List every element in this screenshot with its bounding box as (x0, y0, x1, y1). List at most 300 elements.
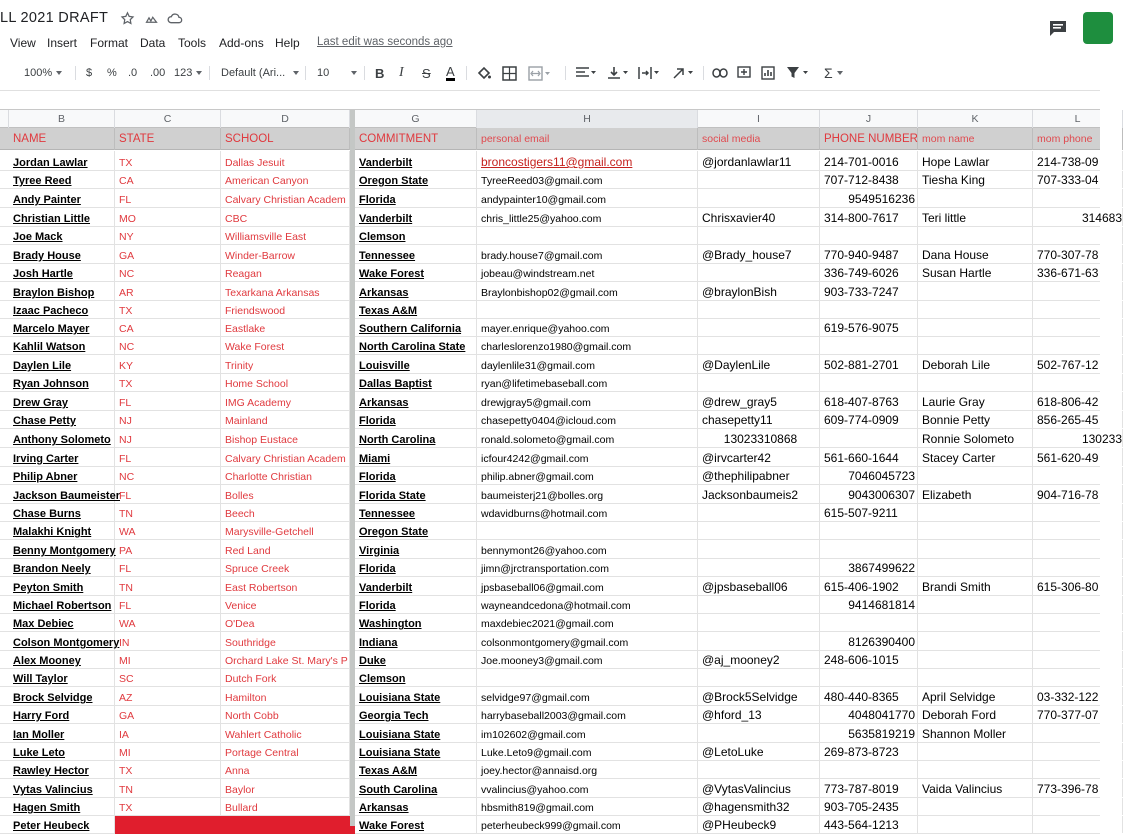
cell-player-name[interactable]: Will Taylor (9, 669, 115, 686)
cell-personal-email[interactable]: Luke.Leto9@gmail.com (477, 743, 698, 760)
cell-commitment[interactable]: Louisville (355, 355, 477, 373)
cell-mom-phone[interactable] (1033, 651, 1123, 668)
cell-mom-phone[interactable]: 618-806-42 (1033, 392, 1123, 410)
cell-phone-number[interactable]: 707-712-8438 (820, 171, 918, 188)
cell-commitment[interactable]: Florida (355, 559, 477, 576)
currency-format-button[interactable]: $ (86, 67, 93, 79)
cell-school[interactable]: CBC (221, 208, 350, 226)
menu-view[interactable]: View (10, 36, 36, 50)
cell-phone-number[interactable] (820, 522, 918, 539)
cell-state[interactable]: WA (115, 522, 221, 539)
star-icon[interactable] (118, 9, 136, 27)
header-commitment[interactable]: COMMITMENT (355, 128, 477, 150)
cell-commitment[interactable]: Vanderbilt (355, 577, 477, 595)
cell-player-name[interactable]: Luke Leto (9, 743, 115, 760)
cell-mom-phone[interactable] (1033, 614, 1123, 631)
cell-phone-number[interactable]: 903-733-7247 (820, 282, 918, 300)
cell-player-name[interactable]: Philip Abner (9, 467, 115, 484)
cell-state[interactable]: NJ (115, 429, 221, 447)
cell-social-media[interactable] (698, 264, 820, 281)
cell-player-name[interactable]: Chase Burns (9, 504, 115, 521)
cell-commitment[interactable]: Texas A&M (355, 761, 477, 778)
cell-player-name[interactable]: Ryan Johnson (9, 374, 115, 391)
menu-insert[interactable]: Insert (47, 36, 78, 50)
cell-school[interactable]: Baylor (221, 779, 350, 797)
cell-school[interactable]: Marysville-Getchell (221, 522, 350, 539)
cell-social-media[interactable] (698, 614, 820, 631)
insert-comment-icon[interactable] (737, 65, 751, 81)
cell-personal-email[interactable] (477, 227, 698, 244)
cell-school[interactable]: IMG Academy (221, 392, 350, 410)
cell-state[interactable]: MI (115, 651, 221, 668)
cell-player-name[interactable]: Harry Ford (9, 706, 115, 723)
cell-school[interactable]: Venice (221, 596, 350, 613)
cell-social-media[interactable] (698, 227, 820, 244)
cell-mom-name[interactable]: Elizabeth (918, 485, 1033, 503)
cell-commitment[interactable]: Florida (355, 467, 477, 484)
fill-color-icon[interactable] (476, 65, 492, 81)
cell-commitment[interactable]: Oregon State (355, 522, 477, 539)
cell-player-name[interactable]: Ian Moller (9, 724, 115, 742)
cell-commitment[interactable]: Louisiana State (355, 687, 477, 705)
cell-mom-name[interactable] (918, 374, 1033, 391)
cell-phone-number[interactable] (820, 761, 918, 778)
cell-social-media[interactable] (698, 596, 820, 613)
cell-mom-name[interactable]: Brandi Smith (918, 577, 1033, 595)
cell-commitment[interactable]: Louisiana State (355, 743, 477, 760)
cell-phone-number[interactable]: 619-576-9075 (820, 319, 918, 336)
cell-commitment[interactable]: Florida State (355, 485, 477, 503)
cell-school[interactable]: Trinity (221, 355, 350, 373)
cell-state[interactable]: TX (115, 301, 221, 318)
cell-state[interactable]: AR (115, 282, 221, 300)
cell-personal-email[interactable]: broncostigers11@gmail.com (477, 151, 698, 170)
cell-school[interactable]: Friendswood (221, 301, 350, 318)
cell-commitment[interactable]: Dallas Baptist (355, 374, 477, 391)
cell-mom-name[interactable] (918, 743, 1033, 760)
cell-personal-email[interactable]: mayer.enrique@yahoo.com (477, 319, 698, 336)
cell-personal-email[interactable]: chasepetty0404@icloud.com (477, 411, 698, 428)
cell-personal-email[interactable]: ryan@lifetimebaseball.com (477, 374, 698, 391)
cell-personal-email[interactable]: wayneandcedona@hotmail.com (477, 596, 698, 613)
menu-tools[interactable]: Tools (178, 36, 207, 50)
cell-phone-number[interactable] (820, 429, 918, 447)
cell-state[interactable]: FL (115, 485, 221, 503)
menu-data[interactable]: Data (140, 36, 166, 50)
cell-player-name[interactable]: Benny Montgomery (9, 540, 115, 558)
cell-mom-name[interactable] (918, 319, 1033, 336)
cell-personal-email[interactable]: baumeisterj21@bolles.org (477, 485, 698, 503)
increase-decimal-button[interactable]: .00 (150, 67, 166, 79)
italic-button[interactable]: I (399, 65, 404, 80)
cell-school[interactable]: Reagan (221, 264, 350, 281)
header-state[interactable]: STATE (115, 128, 221, 150)
cell-state[interactable]: CA (115, 319, 221, 336)
cell-social-media[interactable] (698, 724, 820, 742)
cell-player-name[interactable]: Marcelo Mayer (9, 319, 115, 336)
document-title[interactable]: LL 2021 DRAFT (0, 10, 109, 26)
cell-personal-email[interactable]: hbsmith819@gmail.com (477, 798, 698, 815)
cell-personal-email[interactable]: chris_little25@yahoo.com (477, 208, 698, 226)
cell-personal-email[interactable]: colsonmontgomery@gmail.com (477, 632, 698, 650)
cell-player-name[interactable]: Brandon Neely (9, 559, 115, 576)
cell-personal-email[interactable]: ronald.solometo@gmail.com (477, 429, 698, 447)
cell-state[interactable]: NC (115, 337, 221, 354)
cell-commitment[interactable]: Wake Forest (355, 264, 477, 281)
cell-personal-email[interactable] (477, 522, 698, 539)
cell-social-media[interactable]: @aj_mooney2 (698, 651, 820, 668)
cell-personal-email[interactable]: philip.abner@gmail.com (477, 467, 698, 484)
text-rotation-icon[interactable] (672, 65, 694, 81)
cell-school[interactable]: Beech (221, 504, 350, 521)
cell-personal-email[interactable]: vvalincius@yahoo.com (477, 779, 698, 797)
cell-player-name[interactable]: Brady House (9, 245, 115, 263)
cell-social-media[interactable] (698, 504, 820, 521)
cell-social-media[interactable] (698, 171, 820, 188)
more-formats-select[interactable] (174, 65, 202, 81)
cell-social-media[interactable] (698, 540, 820, 558)
column-header-g[interactable]: G (355, 110, 477, 128)
cell-mom-phone[interactable] (1033, 596, 1123, 613)
cell-personal-email[interactable]: bennymont26@yahoo.com (477, 540, 698, 558)
cell-school[interactable]: North Cobb (221, 706, 350, 723)
cell-player-name[interactable]: Josh Hartle (9, 264, 115, 281)
header-name[interactable]: NAME (9, 128, 115, 150)
cell-state[interactable]: SC (115, 669, 221, 686)
cell-commitment[interactable]: Duke (355, 651, 477, 668)
cell-commitment[interactable]: Indiana (355, 632, 477, 650)
cell-state[interactable]: TN (115, 504, 221, 521)
cell-state[interactable]: PA (115, 540, 221, 558)
column-header-c[interactable]: C (115, 110, 221, 128)
column-header-l[interactable]: L (1033, 110, 1123, 128)
column-header-d[interactable]: D (221, 110, 350, 128)
cell-player-name[interactable]: Kahlil Watson (9, 337, 115, 354)
cell-player-name[interactable]: Jackson Baumeister (9, 485, 115, 503)
cell-phone-number[interactable]: 609-774-0909 (820, 411, 918, 428)
cell-social-media[interactable]: Chrisxavier40 (698, 208, 820, 226)
cell-phone-number[interactable]: 9043006307 (820, 485, 918, 503)
cell-personal-email[interactable]: harrybaseball2003@gmail.com (477, 706, 698, 723)
cell-state[interactable]: TX (115, 761, 221, 778)
cell-personal-email[interactable]: maxdebiec2021@gmail.com (477, 614, 698, 631)
cell-phone-number[interactable]: 903-705-2435 (820, 798, 918, 815)
cell-social-media[interactable] (698, 374, 820, 391)
cell-player-name[interactable]: Drew Gray (9, 392, 115, 410)
cell-player-name[interactable]: Peyton Smith (9, 577, 115, 595)
cell-mom-phone[interactable] (1033, 319, 1123, 336)
cell-player-name[interactable]: Braylon Bishop (9, 282, 115, 300)
cell-school[interactable]: Wahlert Catholic (221, 724, 350, 742)
cell-phone-number[interactable]: 336-749-6026 (820, 264, 918, 281)
font-size-select[interactable] (317, 65, 357, 81)
cell-personal-email[interactable]: andypainter10@gmail.com (477, 189, 698, 207)
cell-state[interactable]: IN (115, 632, 221, 650)
menu-help[interactable]: Help (275, 36, 300, 50)
cell-commitment[interactable]: Virginia (355, 540, 477, 558)
zoom-select[interactable] (24, 65, 62, 81)
cell-school[interactable]: O'Dea (221, 614, 350, 631)
cell-school[interactable]: Spruce Creek (221, 559, 350, 576)
cell-social-media[interactable]: @jordanlawlar11 (698, 151, 820, 170)
cell-mom-phone[interactable] (1033, 504, 1123, 521)
cell-social-media[interactable]: @braylonBish (698, 282, 820, 300)
cell-personal-email[interactable]: wdavidburns@hotmail.com (477, 504, 698, 521)
cell-mom-phone[interactable] (1033, 467, 1123, 484)
cell-social-media[interactable]: @LetoLuke (698, 743, 820, 760)
cell-school[interactable]: Wake Forest (221, 337, 350, 354)
cell-mom-phone[interactable]: 770-307-78 (1033, 245, 1123, 263)
cell-mom-phone[interactable] (1033, 743, 1123, 760)
cell-social-media[interactable] (698, 189, 820, 207)
cell-social-media[interactable]: @PHeubeck9 (698, 816, 820, 833)
cell-player-name[interactable]: Malakhi Knight (9, 522, 115, 539)
cell-social-media[interactable]: @thephilipabner (698, 467, 820, 484)
cell-commitment[interactable]: Clemson (355, 227, 477, 244)
cell-state[interactable]: FL (115, 596, 221, 613)
cell-player-name[interactable]: Izaac Pacheco (9, 301, 115, 318)
cell-mom-name[interactable] (918, 651, 1033, 668)
cell-state[interactable]: KY (115, 355, 221, 373)
cell-phone-number[interactable]: 502-881-2701 (820, 355, 918, 373)
cell-phone-number[interactable]: 269-873-8723 (820, 743, 918, 760)
cell-school[interactable]: Calvary Christian Academ (221, 448, 350, 466)
last-edit-link[interactable]: Last edit was seconds ago (317, 36, 453, 48)
cell-commitment[interactable]: Miami (355, 448, 477, 466)
cell-commitment[interactable]: Tennessee (355, 245, 477, 263)
cell-social-media[interactable] (698, 669, 820, 686)
cell-player-name[interactable]: Colson Montgomery (9, 632, 115, 650)
cell-mom-phone[interactable] (1033, 227, 1123, 244)
font-family-select[interactable] (221, 65, 299, 81)
cell-school[interactable]: Bullard (221, 798, 350, 815)
merge-cells-icon[interactable] (528, 65, 550, 81)
cell-school[interactable]: Calvary Christian Academ (221, 189, 350, 207)
cell-school[interactable]: East Robertson (221, 577, 350, 595)
cell-mom-phone[interactable] (1033, 724, 1123, 742)
cell-phone-number[interactable]: 561-660-1644 (820, 448, 918, 466)
cell-personal-email[interactable]: Joe.mooney3@gmail.com (477, 651, 698, 668)
cell-personal-email[interactable] (477, 301, 698, 318)
cell-mom-phone[interactable]: 856-265-45 (1033, 411, 1123, 428)
cell-social-media[interactable]: @VytasValincius (698, 779, 820, 797)
cell-mom-name[interactable] (918, 614, 1033, 631)
cell-personal-email[interactable]: charleslorenzo1980@gmail.com (477, 337, 698, 354)
cell-commitment[interactable]: Louisiana State (355, 724, 477, 742)
cell-player-name[interactable]: Vytas Valincius (9, 779, 115, 797)
cell-personal-email[interactable]: selvidge97@gmail.com (477, 687, 698, 705)
cell-social-media[interactable]: @Brady_house7 (698, 245, 820, 263)
cell-mom-phone[interactable]: 770-377-07 (1033, 706, 1123, 723)
cell-state[interactable]: MI (115, 743, 221, 760)
cell-social-media[interactable] (698, 301, 820, 318)
cell-state[interactable]: NC (115, 467, 221, 484)
cell-school[interactable]: Eastlake (221, 319, 350, 336)
cell-mom-name[interactable] (918, 669, 1033, 686)
cell-mom-phone[interactable]: 336-671-63 (1033, 264, 1123, 281)
cell-player-name[interactable]: Max Debiec (9, 614, 115, 631)
cell-player-name[interactable]: Chase Petty (9, 411, 115, 428)
cell-social-media[interactable] (698, 522, 820, 539)
header-phone-number[interactable]: PHONE NUMBER (820, 128, 918, 150)
cell-mom-name[interactable] (918, 632, 1033, 650)
header-school[interactable]: SCHOOL (221, 128, 350, 150)
cell-mom-phone[interactable] (1033, 301, 1123, 318)
cell-mom-phone[interactable] (1033, 761, 1123, 778)
cell-personal-email[interactable] (477, 669, 698, 686)
cell-mom-phone[interactable]: 707-333-04 (1033, 171, 1123, 188)
column-header-b[interactable]: B (9, 110, 115, 128)
cell-player-name[interactable]: Andy Painter (9, 189, 115, 207)
strikethrough-button[interactable]: S (422, 65, 431, 81)
cell-social-media[interactable]: @hagensmith32 (698, 798, 820, 815)
cell-phone-number[interactable] (820, 669, 918, 686)
cell-mom-phone[interactable] (1033, 632, 1123, 650)
column-header-i[interactable]: I (698, 110, 820, 128)
frozen-columns-divider[interactable] (350, 110, 355, 826)
cell-mom-name[interactable] (918, 227, 1033, 244)
cell-mom-name[interactable] (918, 540, 1033, 558)
cell-phone-number[interactable]: 615-406-1902 (820, 577, 918, 595)
menu-format[interactable]: Format (90, 36, 129, 50)
cell-social-media[interactable] (698, 559, 820, 576)
cell-phone-number[interactable]: 3867499622 (820, 559, 918, 576)
cell-mom-phone[interactable] (1033, 798, 1123, 815)
cell-state[interactable]: FL (115, 559, 221, 576)
cell-school[interactable]: Dallas Jesuit (221, 151, 350, 170)
cell-player-name[interactable]: Rawley Hector (9, 761, 115, 778)
cell-mom-name[interactable] (918, 189, 1033, 207)
cell-mom-name[interactable] (918, 816, 1033, 833)
cell-school[interactable]: Dutch Fork (221, 669, 350, 686)
header-mom-phone[interactable]: mom phone (1033, 128, 1123, 150)
cell-mom-phone[interactable]: 314683 (1033, 208, 1123, 226)
cell-player-name[interactable]: Daylen Lile (9, 355, 115, 373)
cell-mom-name[interactable] (918, 798, 1033, 815)
cell-phone-number[interactable]: 5635819219 (820, 724, 918, 742)
cell-school[interactable]: Red Land (221, 540, 350, 558)
cell-state[interactable]: FL (115, 392, 221, 410)
cell-player-name[interactable]: Brock Selvidge (9, 687, 115, 705)
cell-commitment[interactable]: Tennessee (355, 504, 477, 521)
cell-school[interactable]: Bishop Eustace (221, 429, 350, 447)
cell-mom-name[interactable]: Hope Lawlar (918, 151, 1033, 170)
cell-state[interactable]: TN (115, 577, 221, 595)
cell-player-name[interactable]: Christian Little (9, 208, 115, 226)
header-mom-name[interactable]: mom name (918, 128, 1033, 150)
cell-phone-number[interactable]: 443-564-1213 (820, 816, 918, 833)
cell-mom-name[interactable]: Dana House (918, 245, 1033, 263)
cell-commitment[interactable]: South Carolina (355, 779, 477, 797)
cell-personal-email[interactable]: TyreeReed03@gmail.com (477, 171, 698, 188)
move-folder-icon[interactable] (142, 9, 160, 27)
cell-mom-name[interactable] (918, 282, 1033, 300)
cell-mom-phone[interactable]: 773-396-78 (1033, 779, 1123, 797)
cell-mom-name[interactable]: April Selvidge (918, 687, 1033, 705)
text-wrap-icon[interactable] (638, 65, 660, 81)
cell-phone-number[interactable]: 314-800-7617 (820, 208, 918, 226)
cell-school[interactable]: Orchard Lake St. Mary's P (221, 651, 350, 668)
cell-mom-name[interactable]: Susan Hartle (918, 264, 1033, 281)
cell-school[interactable]: Charlotte Christian (221, 467, 350, 484)
cell-state[interactable]: AZ (115, 687, 221, 705)
cell-social-media[interactable]: @jpsbaseball06 (698, 577, 820, 595)
borders-icon[interactable] (502, 65, 517, 81)
cell-commitment[interactable]: North Carolina (355, 429, 477, 447)
cell-phone-number[interactable] (820, 540, 918, 558)
cell-state[interactable]: MO (115, 208, 221, 226)
cell-mom-name[interactable] (918, 301, 1033, 318)
cell-personal-email[interactable]: jobeau@windstream.net (477, 264, 698, 281)
cell-state[interactable]: NJ (115, 411, 221, 428)
cell-social-media[interactable] (698, 319, 820, 336)
cell-phone-number[interactable] (820, 301, 918, 318)
cell-mom-name[interactable] (918, 522, 1033, 539)
cell-state[interactable]: IA (115, 724, 221, 742)
cell-school[interactable]: Williamsville East (221, 227, 350, 244)
cell-mom-name[interactable] (918, 504, 1033, 521)
header-social-media[interactable]: social media (698, 128, 820, 150)
cell-social-media[interactable] (698, 761, 820, 778)
cell-player-name[interactable]: Michael Robertson (9, 596, 115, 613)
cell-commitment[interactable]: Florida (355, 189, 477, 207)
filter-icon[interactable] (786, 65, 810, 81)
functions-button[interactable] (824, 65, 843, 81)
cell-commitment[interactable]: Arkansas (355, 798, 477, 815)
cell-personal-email[interactable]: peterheubeck999@gmail.com (477, 816, 698, 833)
cell-mom-name[interactable]: Deborah Lile (918, 355, 1033, 373)
cell-player-name[interactable]: Tyree Reed (9, 171, 115, 188)
cell-phone-number[interactable] (820, 227, 918, 244)
cell-state[interactable]: FL (115, 448, 221, 466)
cell-mom-name[interactable]: Stacey Carter (918, 448, 1033, 466)
cell-personal-email[interactable]: icfour4242@gmail.com (477, 448, 698, 466)
cell-mom-name[interactable] (918, 596, 1033, 613)
cell-personal-email[interactable]: jimn@jrctransportation.com (477, 559, 698, 576)
cell-mom-phone[interactable]: 615-306-80 (1033, 577, 1123, 595)
cell-mom-phone[interactable]: 130233 (1033, 429, 1123, 447)
cell-mom-name[interactable] (918, 761, 1033, 778)
cell-state[interactable]: GA (115, 706, 221, 723)
header-personal-email[interactable]: personal email (477, 128, 698, 150)
cell-commitment[interactable]: Florida (355, 596, 477, 613)
cell-school[interactable]: Home School (221, 374, 350, 391)
cell-social-media[interactable]: Jacksonbaumeis2 (698, 485, 820, 503)
cell-mom-phone[interactable]: 03-332-122 (1033, 687, 1123, 705)
cell-school[interactable]: Hamilton (221, 687, 350, 705)
cell-phone-number[interactable]: 480-440-8365 (820, 687, 918, 705)
cell-mom-name[interactable]: Deborah Ford (918, 706, 1033, 723)
cell-social-media[interactable]: @drew_gray5 (698, 392, 820, 410)
cell-mom-name[interactable]: Vaida Valincius (918, 779, 1033, 797)
cell-commitment[interactable]: Vanderbilt (355, 208, 477, 226)
cell-commitment[interactable]: Texas A&M (355, 301, 477, 318)
column-header-j[interactable]: J (820, 110, 918, 128)
cell-phone-number[interactable]: 618-407-8763 (820, 392, 918, 410)
cell-state[interactable]: FL (115, 189, 221, 207)
cell-phone-number[interactable]: 214-701-0016 (820, 151, 918, 170)
cell-phone-number[interactable]: 770-940-9487 (820, 245, 918, 263)
cell-player-name[interactable]: Peter Heubeck (9, 816, 115, 833)
cell-mom-name[interactable]: Ronnie Solometo (918, 429, 1033, 447)
cell-commitment[interactable]: Clemson (355, 669, 477, 686)
cell-mom-name[interactable] (918, 337, 1033, 354)
cell-mom-phone[interactable]: 214-738-09 (1033, 151, 1123, 170)
cell-social-media[interactable] (698, 337, 820, 354)
cell-state[interactable]: TX (115, 151, 221, 170)
percent-format-button[interactable]: % (107, 67, 117, 79)
cell-phone-number[interactable]: 7046045723 (820, 467, 918, 484)
